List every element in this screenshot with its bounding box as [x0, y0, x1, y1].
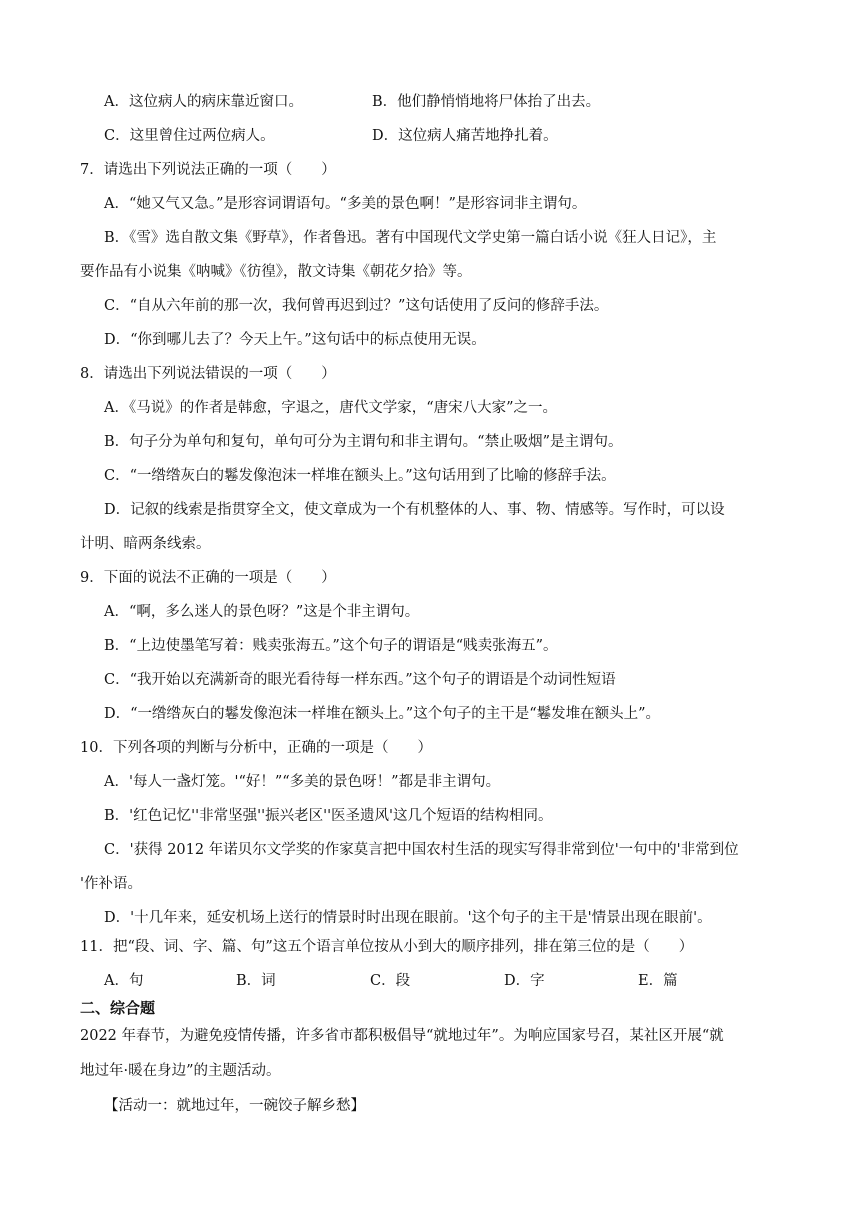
q10-option-b: B．'红色记忆''非常坚强''振兴老区''医圣遗风'这几个短语的结构相同。	[104, 808, 553, 824]
q11-option-d: D．字	[504, 973, 545, 989]
q10-option-c: C．'获得 2012 年诺贝尔文学奖的作家莫言把中国农村生活的现实写得非常到位'一句中的'非常到位	[104, 842, 739, 858]
q10-option-c-cont: '作补语。	[80, 876, 142, 892]
q7-option-b: B．《雪》选自散文集《野草》，作者鲁迅。著有中国现代文学史第一篇白话小说《狂人日记》，主	[104, 230, 717, 246]
q7-stem: 7．请选出下列说法正确的一项（ ）	[80, 162, 336, 178]
q8-option-a: A．《马说》的作者是韩愈，字退之，唐代文学家，“唐宋八大家”之一。	[104, 400, 558, 416]
q8-stem: 8．请选出下列说法错误的一项（ ）	[80, 366, 336, 382]
q11-option-c: C．段	[370, 973, 411, 989]
q10-option-d: D．'十几年来，延安机场上送行的情景时时出现在眼前。'这个句子的主干是'情景出现在眼前'。	[104, 910, 712, 926]
q7-option-d: D．“你到哪儿去了？今天上午。”这句话中的标点使用无误。	[104, 332, 486, 348]
q11-option-a: A．句	[104, 973, 144, 989]
q11-stem: 11．把“段、词、字、篇、句”这五个语言单位按从小到大的顺序排列，排在第三位的是（ ）	[80, 939, 694, 955]
q9-option-a: A．“啊，多么迷人的景色呀？”这是个非主谓句。	[104, 604, 420, 620]
section2-intro-line1: 2022 年春节，为避免疫情传播，许多省市都积极倡导“就地过年”。为响应国家号召，某社区开展“就	[80, 1028, 724, 1044]
q8-option-d-cont: 计明、暗两条线索。	[80, 536, 211, 552]
q6-option-d: D．这位病人痛苦地挣扎着。	[372, 128, 558, 144]
q8-option-c: C．“一绺绺灰白的鬈发像泡沫一样堆在额头上。”这句话用到了比喻的修辞手法。	[104, 468, 616, 484]
activity-one-title: 【活动一：就地过年，一碗饺子解乡愁】	[104, 1098, 365, 1114]
q8-option-d: D．记叙的线索是指贯穿全文，使文章成为一个有机整体的人、事、物、情感等。写作时，可以设	[104, 502, 725, 518]
q9-option-d: D．“一绺绺灰白的鬈发像泡沫一样堆在额头上。”这个句子的主干是“鬈发堆在额头上”。	[104, 706, 661, 722]
q7-option-b-cont: 要作品有小说集《呐喊》《彷徨》，散文诗集《朝花夕拾》等。	[80, 264, 472, 280]
q6-option-c: C．这里曾住过两位病人。	[104, 128, 275, 144]
q9-stem: 9．下面的说法不正确的一项是（ ）	[80, 570, 336, 586]
q7-option-c: C．“自从六年前的那一次，我何曾再迟到过？”这句话使用了反问的修辞手法。	[104, 298, 609, 314]
section-heading: 二、综合题	[80, 999, 156, 1017]
q11-option-e: E．篇	[638, 973, 678, 989]
q10-option-a: A．'每人一盏灯笼。'“好！”“多美的景色呀！”都是非主谓句。	[104, 774, 501, 790]
q9-option-c: C．“我开始以充满新奇的眼光看待每一样东西。”这个句子的谓语是个动词性短语	[104, 672, 616, 688]
q6-option-a: A．这位病人的病床靠近窗口。	[104, 94, 303, 110]
q8-option-b: B．句子分为单句和复句，单句可分为主谓句和非主谓句。“禁止吸烟”是主谓句。	[104, 434, 623, 450]
q10-stem: 10．下列各项的判断与分析中，正确的一项是（ ）	[80, 740, 432, 756]
q11-option-b: B．词	[236, 973, 276, 989]
q7-option-a: A．“她又气又急。”是形容词谓语句。“多美的景色啊！”是形容词非主谓句。	[104, 196, 587, 212]
q6-option-b: B．他们静悄悄地将尸体抬了出去。	[372, 94, 601, 110]
q9-option-b: B．“上边使墨笔写着：贱卖张海五。”这个句子的谓语是“贱卖张海五”。	[104, 638, 558, 654]
section2-intro-line2: 地过年·暖在身边”的主题活动。	[80, 1063, 281, 1079]
